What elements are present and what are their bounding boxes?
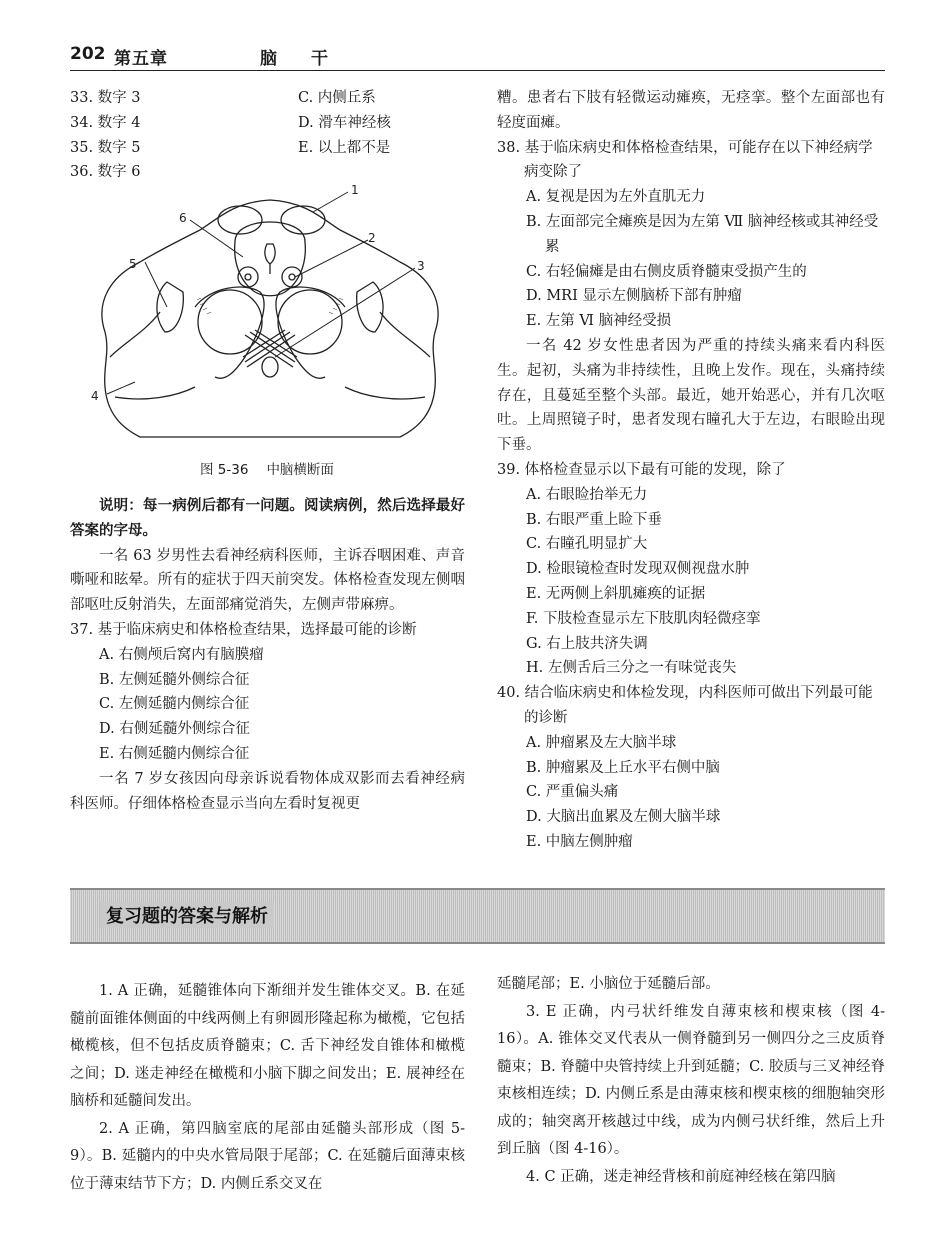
q37-option: A. 右侧颅后窝内有脑膜瘤 bbox=[99, 646, 264, 663]
question-39: 39. 体格检查显示以下最有可能的发现，除了 bbox=[497, 461, 786, 478]
figure-label-2: 2 bbox=[368, 231, 376, 245]
case-1: 一名 63 岁男性去看神经病科医师，主诉吞咽困难、声音嘶哑和眩晕。所有的症状于四天前突发。体格检查发现左侧咽部呕吐反射消失，左面部痛觉消失，左侧声带麻痹。 bbox=[70, 547, 465, 614]
figure-label-6: 6 bbox=[179, 211, 187, 225]
question-37: 37. 基于临床病史和体格检查结果，选择最可能的诊断 bbox=[70, 621, 417, 638]
figure-number: 图 5-36 bbox=[200, 462, 249, 478]
q37-option: D. 右侧延髓外侧综合征 bbox=[99, 721, 250, 738]
figure-label-4: 4 bbox=[91, 389, 99, 403]
q39-option: B. 右眼严重上睑下垂 bbox=[526, 511, 662, 528]
case-2-end: 糟。患者右下肢有轻微运动瘫痪，无痉挛。整个左面部也有轻度面瘫。 bbox=[497, 90, 885, 131]
q40-option: A. 肿瘤累及左大脑半球 bbox=[526, 734, 677, 751]
answers-right-column bbox=[497, 971, 885, 1191]
q40-option: C. 严重偏头痛 bbox=[526, 784, 619, 801]
right-column bbox=[497, 86, 885, 855]
case-3: 一名 42 岁女性患者因为严重的持续头痛来看内科医生。起初，头痛为非持续性，且晚上发作。现在，头痛持续存在，且蔓延至整个头部。最近，她开始恶心，并有几次呕吐。上周照镜子时，患者发现右瞳孔大于左边，右眼睑出现下垂。 bbox=[497, 337, 885, 454]
question-item: 36. 数字 6 bbox=[70, 164, 141, 181]
q40-option: D. 大脑出血累及左侧大脑半球 bbox=[526, 809, 721, 826]
section-title: 复习题的答案与解析 bbox=[100, 902, 274, 928]
q39-option: D. 检眼镜检查时发现双侧视盘水肿 bbox=[526, 561, 750, 578]
question-38: 38. 基于临床病史和体格检查结果，可能存在以下神经病学病变除了 bbox=[497, 139, 873, 181]
q38-option: A. 复视是因为左外直肌无力 bbox=[526, 189, 706, 206]
chapter-title: 脑 干 bbox=[260, 49, 328, 69]
answer-4: 4. C 正确，迷走神经背核和前庭神经核在第四脑 bbox=[526, 1168, 836, 1185]
q39-option: F. 下肢检查显示左下肢肌肉轻微痉挛 bbox=[526, 610, 761, 627]
q39-option: G. 右上肢共济失调 bbox=[526, 635, 648, 652]
q39-option: C. 右瞳孔明显扩大 bbox=[526, 536, 648, 553]
q38-option: D. MRI 显示左侧脑桥下部有肿瘤 bbox=[526, 288, 742, 305]
figure-label-5: 5 bbox=[129, 257, 137, 271]
answer-2: 2. A 正确，第四脑室底的尾部由延髓头部形成（图 5-9）。B. 延髓内的中央水管局限于尾部；C. 在延髓后面薄束核位于薄束结节下方；D. 内侧丘系交叉在 bbox=[70, 1120, 465, 1192]
answer-1: 1. A 正确，延髓锥体向下渐细并发生锥体交叉。B. 在延髓前面锥体侧面的中线两侧上有卵圆形隆起称为橄榄，它包括橄榄核，但不包括皮质脊髓束；C. 舌下神经发自锥体和橄榄之间；D. 迷走神经在橄榄和小脑下脚之间发出；E. 展神经在脑桥和延髓间发出。 bbox=[70, 983, 465, 1109]
q39-option: H. 左侧舌后三分之一有味觉丧失 bbox=[526, 660, 737, 677]
q40-option: B. 肿瘤累及上丘水平右侧中脑 bbox=[526, 759, 720, 776]
figure-title: 中脑横断面 bbox=[266, 462, 334, 478]
choice-list-c-e bbox=[298, 86, 391, 160]
q37-option: C. 左侧延髓内侧综合征 bbox=[99, 696, 250, 713]
choice-item: E. 以上都不是 bbox=[298, 139, 391, 156]
q39-option: A. 右眼睑抬举无力 bbox=[526, 486, 648, 503]
question-item: 34. 数字 4 bbox=[70, 114, 141, 131]
q38-option: B. 左面部完全瘫痪是因为左第 Ⅶ 脑神经核或其神经受累 bbox=[526, 213, 879, 255]
figure-caption bbox=[200, 458, 334, 478]
instructions: 说明：每一病例后都有一问题。阅读病例，然后选择最好答案的字母。 bbox=[70, 497, 465, 539]
figure-label-1: 1 bbox=[351, 183, 359, 197]
choice-item: D. 滑车神经核 bbox=[298, 114, 391, 131]
answer-3: 3. E 正确，内弓状纤维发自薄束核和楔束核（图 4-16）。A. 锥体交叉代表从一侧脊髓到另一侧四分之三皮质脊髓束；B. 脊髓中央管持续上升到延髓；C. 胶质与三叉神经脊束核相连续；D. 内侧丘系是由薄束核和楔束核的细胞轴突形成的；轴突离开核越过中线，成为内侧弓状纤维，然后上升到丘脑（图 4-16）。 bbox=[497, 1003, 885, 1157]
section-banner bbox=[70, 888, 885, 944]
q40-option: E. 中脑左侧肿瘤 bbox=[526, 833, 633, 850]
question-list-33-36 bbox=[70, 86, 141, 185]
page-number: 202 bbox=[70, 44, 106, 64]
page-header bbox=[70, 44, 885, 71]
q37-option: B. 左侧延髓外侧综合征 bbox=[99, 671, 250, 688]
q38-option: C. 右轻偏瘫是由右侧皮质脊髓束受损产生的 bbox=[526, 263, 807, 280]
midbrain-cross-section-figure bbox=[85, 182, 455, 452]
answers-left-column bbox=[70, 978, 465, 1198]
q37-option: E. 右侧延髓内侧综合征 bbox=[99, 745, 250, 762]
figure-label-3: 3 bbox=[417, 259, 425, 273]
question-40: 40. 结合临床病史和体检发现，内科医师可做出下列最可能的诊断 bbox=[497, 685, 873, 726]
left-column bbox=[70, 494, 465, 816]
q38-option: E. 左第 Ⅵ 脑神经受损 bbox=[526, 313, 672, 330]
question-item: 35. 数字 5 bbox=[70, 139, 141, 156]
question-item: 33. 数字 3 bbox=[70, 90, 141, 106]
chapter-label: 第五章 bbox=[114, 49, 168, 69]
answer-2-end: 延髓尾部；E. 小脑位于延髓后部。 bbox=[497, 976, 720, 992]
choice-item: C. 内侧丘系 bbox=[298, 90, 376, 106]
case-2-start: 一名 7 岁女孩因向母亲诉说看物体成双影而去看神经病科医师。仔细体格检查显示当向左看时复视更 bbox=[70, 770, 465, 812]
q39-option: E. 无两侧上斜肌瘫痪的证据 bbox=[526, 585, 706, 602]
